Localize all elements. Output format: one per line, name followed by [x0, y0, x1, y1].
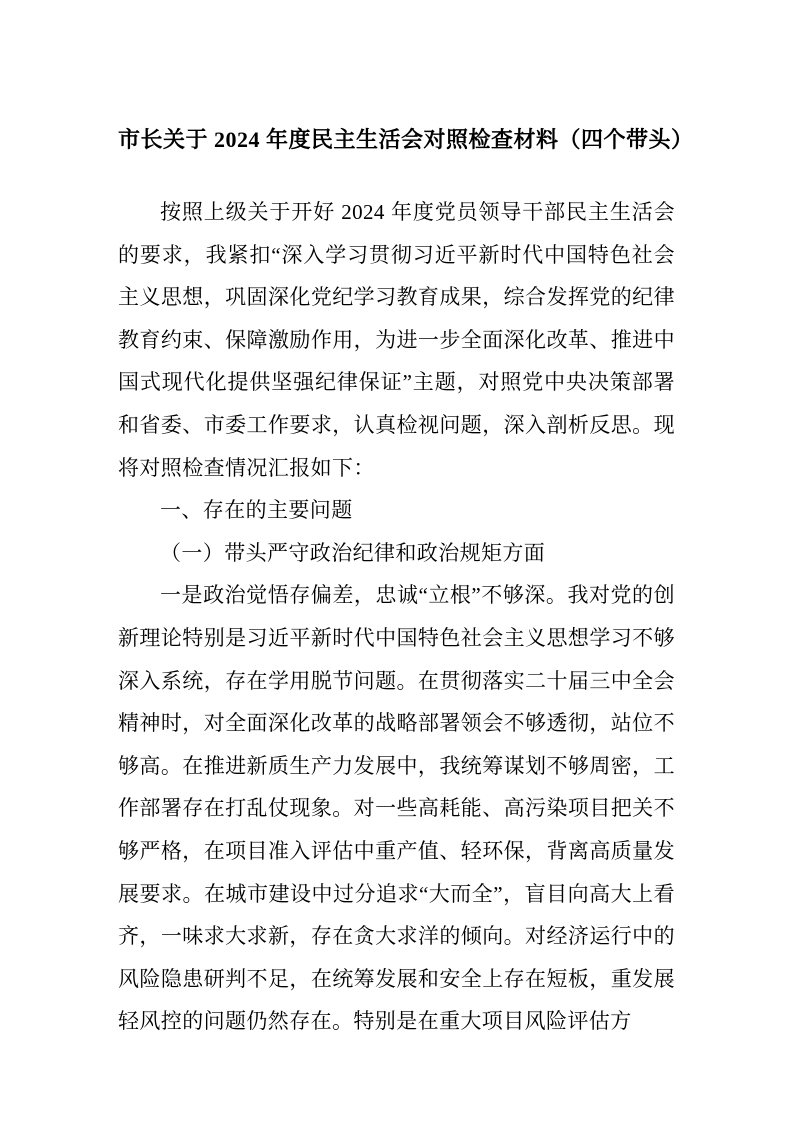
paragraph: 一是政治觉悟存偏差，忠诚“立根”不够深。我对党的创新理论特别是习近平新时代中国特色社会主义思想学习不够深入系统，存在学用脱节问题。在贯彻落实二十届三中全会精神时，对全面深化改革的战略部署领会不够透彻，站位不够高。在推进新质生产力发展中，我统筹谋划不够周密，工作部署存在打乱仗现象。对一些高耗能、高污染项目把关不够严格，在项目准入评估中重产值、轻环保，背离高质量发展要求。在城市建设中过分追求“大而全”，盲目向高大上看齐，一味求大求新，存在贪大求洋的倾向。对经济运行中的风险隐患研判不足，在统筹发展和安全上存在短板，重发展轻风控的问题仍然存在。特别是在重大项目风险评估方	[118, 583, 675, 1034]
paragraph: 按照上级关于开好 2024 年度党员领导干部民主生活会的要求，我紧扣“深入学习贯彻习近平新时代中国特色社会主义思想，巩固深化党纪学习教育成果，综合发挥党的纪律教育约束、保障激励作用，为进一步全面深化改革、推进中国式现代化提供坚强纪律保证”主题，对照党中央决策部署和省委、市委工作要求，认真检视问题，深入剖析反思。现将对照检查情况汇报如下：	[118, 200, 675, 480]
heading1: 一、存在的主要问题	[160, 498, 353, 523]
heading2: （一）带头严守政治纪律和政治规矩方面	[160, 540, 546, 565]
document-body	[118, 191, 675, 1043]
document-title: 市长关于 2024 年度民主生活会对照检查材料（四个带头）	[118, 127, 694, 152]
